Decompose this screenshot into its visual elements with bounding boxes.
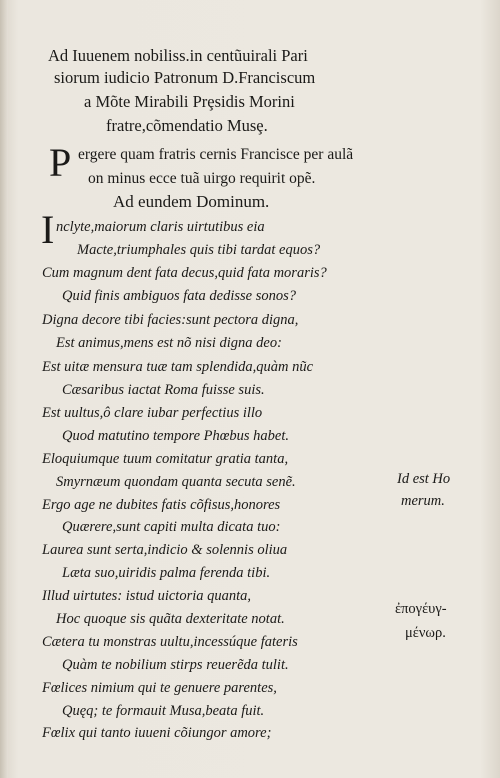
poem-line: Cæsaribus iactat Roma fuisse suis. <box>62 382 265 398</box>
poem-line: Illud uirtutes: istud uictoria quanta, <box>42 588 252 604</box>
poem-line: Quod matutino tempore Phœbus habet. <box>62 428 290 444</box>
poem-line: Quærere,sunt capiti multa dicata tuo: <box>62 519 281 535</box>
poem-line: nclyte,maiorum claris uirtutibus eia <box>56 219 265 235</box>
poem-line: Fœlix qui tanto iuueni cõiungor amore; <box>42 725 272 741</box>
poem-line: Digna decore tibi facies:sunt pectora digna, <box>42 312 299 328</box>
dedication-title-line-3: a Mõte Mirabili Prȩsidis Morini <box>84 92 295 111</box>
initial-letter-i: I <box>41 207 55 252</box>
poem-line: Læta suo,uiridis palma ferenda tibi. <box>62 565 271 581</box>
epigram-line-2: on minus ecce tuã uirgo requirit opẽ. <box>88 170 316 187</box>
poem-line: Ergo age ne dubites fatis cõfisus,honores <box>42 497 281 513</box>
marginal-note: merum. <box>401 493 445 509</box>
poem-line: Cum magnum dent fata decus,quid fata moraris? <box>42 265 327 281</box>
poem-line: Quàm te nobilium stirps reuerẽda tulit. <box>62 657 289 673</box>
dedication-title-line-2: siorum iudicio Patronum D.Franciscum <box>54 68 316 87</box>
marginal-note: Id est Ho <box>397 471 451 487</box>
poem-line: Eloquiumque tuum comitatur gratia tanta, <box>42 451 289 467</box>
section-heading: Ad eundem Dominum. <box>113 192 270 211</box>
epigram-line-1: ergere quam fratris cernis Francisce per aulã <box>78 146 354 163</box>
poem-line: Laurea sunt serta,indicio & solennis oliua <box>42 542 288 558</box>
poem-line: Fœlices nimium qui te genuere parentes, <box>42 680 277 696</box>
marginal-note-greek: ἐπογέυγ- <box>395 601 447 617</box>
marginal-note-greek: μένωρ. <box>405 625 446 641</box>
poem-line: Macte,triumphales quis tibi tardat equos? <box>77 242 321 258</box>
poem-line: Quęq; te formauit Musa,beata fuit. <box>62 703 265 719</box>
poem-line: Hoc quoque sis quãta dexteritate notat. <box>56 611 285 627</box>
poem-line: Smyrnæum quondam quanta secuta senẽ. <box>56 474 296 490</box>
initial-letter-p: P <box>49 140 72 185</box>
poem-line: Est animus,mens est nõ nisi digna deo: <box>56 335 282 351</box>
poem-line: Cætera tu monstras uultu,incessúque fateris <box>42 634 298 650</box>
dedication-title-line-1: Ad Iuuenem nobiliss.in centũuirali Pari <box>48 46 308 65</box>
poem-line: Quid finis ambiguos fata dedisse sonos? <box>62 288 297 304</box>
poem-line: Est uultus,ô clare iubar perfectius illo <box>42 405 263 421</box>
poem-line: Est uitæ mensura tuæ tam splendida,quàm nũc <box>42 359 314 375</box>
dedication-title-line-4: fratre,cõmendatio Musȩ. <box>106 116 268 135</box>
